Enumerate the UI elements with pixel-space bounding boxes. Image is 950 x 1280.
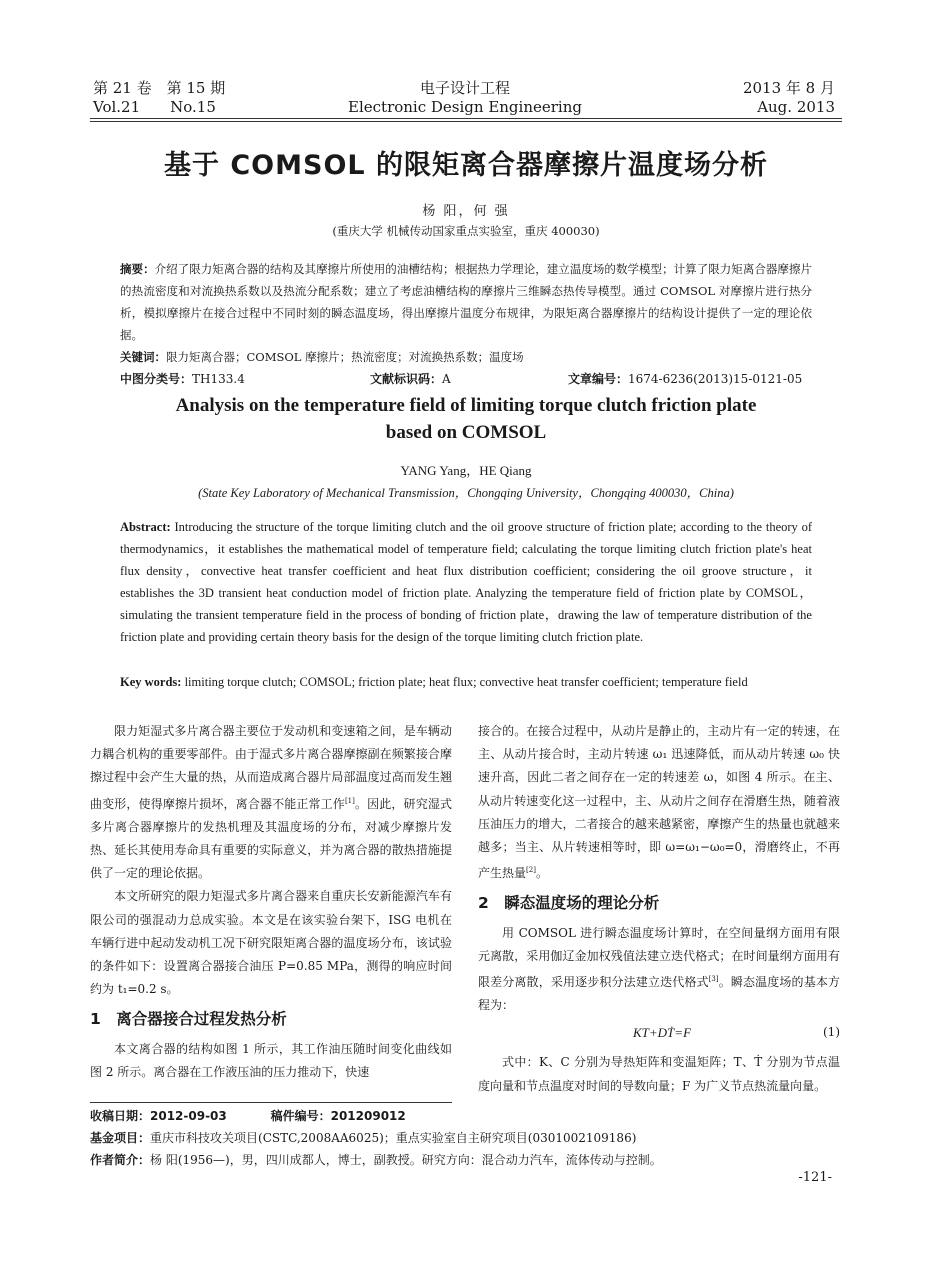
- abstract-en-label: Abstract:: [120, 520, 171, 534]
- equation-text: KT+DṪ=F: [633, 1025, 692, 1041]
- authors-cn: 杨 阳，何 强: [422, 204, 510, 219]
- title-cn: 基于 COMSOL 的限矩离合器摩擦片温度场分析: [163, 150, 769, 181]
- title-en-line1: Analysis on the temperature field of limiting torque clutch friction plate: [175, 395, 757, 416]
- fund-text: 重庆市科技攻关项目(CSTC,2008AA6025)；重点实验室自主研究项目(0301002109186): [150, 1131, 637, 1145]
- volume-en: Vol.21 No.15: [93, 98, 216, 116]
- abstract-cn-label: 摘要：: [120, 262, 155, 276]
- body-left-p1-tail: 。因此，研究湿式多片离合器摩擦片的发热机理及其温度场的分布，对减少摩擦片发热、延长其使用寿命具有重要的实际意义，并为离合器的散热措施提供了一定的理论依据。: [90, 796, 452, 881]
- footnote-rule: [90, 1102, 452, 1103]
- article-number: [568, 370, 802, 387]
- footnote-received: [90, 1106, 406, 1127]
- abstract-cn-text: 介绍了限力矩离合器的结构及其摩擦片所使用的油槽结构；根据热力学理论，建立温度场的数学模型；计算了限力矩离合器摩擦片的热流密度和对流换热系数以及热流分配系数；建立了考虑油槽结构的摩擦片三维瞬态热传导模型。通过 COMSOL 对摩擦片进行热分析，模拟摩擦片在接合过程中不同时刻的瞬态温度场，得出摩擦片温度分布规律，为限矩离合器摩擦片的结构设计提供了一定的理论依据。: [120, 262, 813, 342]
- keywords-en: [120, 671, 812, 693]
- keywords-cn-text: 限力矩离合器；COMSOL 摩擦片；热流密度；对流换热系数；温度场: [166, 350, 524, 364]
- body-right-p2-tail: 。瞬态温度场的基本方程为：: [478, 975, 840, 1013]
- classification: [120, 370, 245, 387]
- ref-1: [1]: [344, 796, 355, 805]
- affiliation-en: (State Key Laboratory of Mechanical Transmission，Chongqing University，Chongqing 400030，China): [198, 486, 734, 500]
- body-left-column: [90, 720, 452, 1084]
- date-en: Aug. 2013: [757, 98, 835, 116]
- keywords-cn: [120, 346, 812, 368]
- abstract-en: [120, 516, 812, 648]
- footnote-bio: [90, 1150, 662, 1171]
- manuscript-number: 稿件编号：201209012: [270, 1109, 406, 1123]
- classification-label: 中图分类号：: [120, 372, 193, 386]
- header-rule-bottom: [90, 121, 842, 122]
- bio-label: 作者简介：: [90, 1153, 151, 1167]
- body-left-p1-text: 限力矩湿式多片离合器主要位于发动机和变速箱之间，是车辆动力耦合机构的重要零部件。由于湿式多片离合器摩擦副在频繁接合摩擦过程中会产生大量的热，从而造成离合器片局部温度过高而发生翘曲变形，使得摩擦片损坏，离合器不能正常工作: [90, 724, 452, 811]
- header-rule-top: [90, 118, 842, 119]
- header-journal: [300, 79, 630, 117]
- keywords-cn-label: 关键词：: [120, 350, 166, 364]
- title-en-line2: based on COMSOL: [385, 422, 547, 443]
- equation-number: (1): [823, 1025, 840, 1040]
- doc-code: [370, 370, 451, 387]
- header-date: [743, 79, 835, 117]
- keywords-en-label: Key words:: [120, 675, 182, 689]
- journal-en: Electronic Design Engineering: [348, 98, 582, 116]
- body-right-p3: 式中：K、C 分别为导热矩阵和变温矩阵；T、Ṫ 分别为节点温度向量和节点温度对时间的导数向量；F 为广义节点热流量向量。: [478, 1055, 840, 1093]
- article-number-label: 文章编号：: [568, 372, 629, 386]
- date-cn: 2013 年 8 月: [742, 79, 835, 97]
- body-right-p2: [478, 922, 840, 1018]
- footnote-fund: [90, 1128, 636, 1149]
- abstract-en-text: Introducing the structure of the torque limiting clutch and the oil groove structure of friction plate; according to the theory of thermodynamics，it establishes the mathematical model of temperature field; calculating the torque limiting clutch friction plate's heat flux density，convective heat transfer coefficient and heat flux distribution coefficient; considering the oil groove structure，it establishes the 3D transient heat conduction model of friction plate. Analyzing the temperature field of friction plate by COMSOL，simulating the transient temperature field in the process of bonding of friction plate，drawing the law of temperature distribution of the friction plate and providing certain theory basis for the design of the torque limiting clutch friction plate.: [120, 520, 812, 644]
- body-left-p2: 本文所研究的限力矩湿式多片离合器来自重庆长安新能源汽车有限公司的强混动力总成实验。本文是在该实验台架下，ISG 电机在车辆行进中起动发动机工况下研究限矩离合器的温度场分布，该试验的条件如下：设置离合器接合油压 P=0.85 MPa，测得的响应时间约为 t₁=0.2 s。: [90, 889, 452, 997]
- fund-label: 基金项目：: [90, 1131, 151, 1145]
- classification-value: TH133.4: [192, 372, 245, 386]
- body-right-p1-text: 接合的。在接合过程中，从动片是静止的，主动片有一定的转速，在主、从动片接合时，主动片转速 ω₁ 迅速降低，而从动片转速 ω₀ 快速升高，因此二者之间存在一定的转速差 ω，如图 4 所示。在主、从动片转速变化这一过程中，主、从动片之间存在滑磨生热，随着液压油压力的增大，二者接合的越来越紧密，摩擦产生的热量也就越来越多；当主、从片转速相等时，即 ω=ω₁−ω₀=0，滑磨终止，不再产生热量: [478, 724, 840, 881]
- body-left-p1: [90, 720, 452, 885]
- body-right-p1-tail: 。: [535, 866, 548, 881]
- page-number: -121-: [798, 1170, 832, 1185]
- keywords-en-text: limiting torque clutch; COMSOL; friction plate; heat flux; convective heat transfer coefficient; temperature field: [181, 675, 748, 689]
- authors-en: YANG Yang，HE Qiang: [400, 463, 532, 478]
- ref-2: [2]: [526, 866, 536, 875]
- title-en: [90, 392, 842, 446]
- body-right-p1: [478, 720, 840, 885]
- doc-code-value: A: [442, 372, 451, 386]
- section-1-heading: 1 离合器接合过程发热分析: [90, 1010, 287, 1029]
- body-right-p2-text: 用 COMSOL 进行瞬态温度场计算时，在空间量纲方面用有限元离散，采用伽辽金加权残值法建立迭代格式；在时间量纲方面用有限差分离散，采用逐步积分法建立迭代格式: [478, 925, 840, 990]
- received-date: 收稿日期：2012-09-03: [90, 1109, 227, 1123]
- doc-code-label: 文献标识码：: [370, 372, 443, 386]
- abstract-cn: [120, 258, 812, 346]
- body-left-p3: 本文离合器的结构如图 1 所示，其工作油压随时间变化曲线如图 2 所示。离合器在工作液压油的压力推动下，快速: [90, 1041, 452, 1079]
- affiliation-cn: (重庆大学 机械传动国家重点实验室，重庆 400030): [332, 224, 600, 238]
- body-right-column: [478, 720, 840, 1098]
- journal-cn: 电子设计工程: [419, 79, 510, 97]
- section-2-heading: 2 瞬态温度场的理论分析: [478, 894, 660, 913]
- equation-1: [478, 1021, 840, 1047]
- article-number-value: 1674-6236(2013)15-0121-05: [628, 372, 803, 386]
- ref-3: [3]: [708, 975, 719, 984]
- bio-text: 杨 阳(1956—)，男，四川成都人，博士，副教授。研究方向：混合动力汽车，流体传动与控制。: [150, 1153, 662, 1167]
- volume-cn: 第 21 卷 第 15 期: [93, 79, 226, 97]
- header-volume: [93, 79, 225, 117]
